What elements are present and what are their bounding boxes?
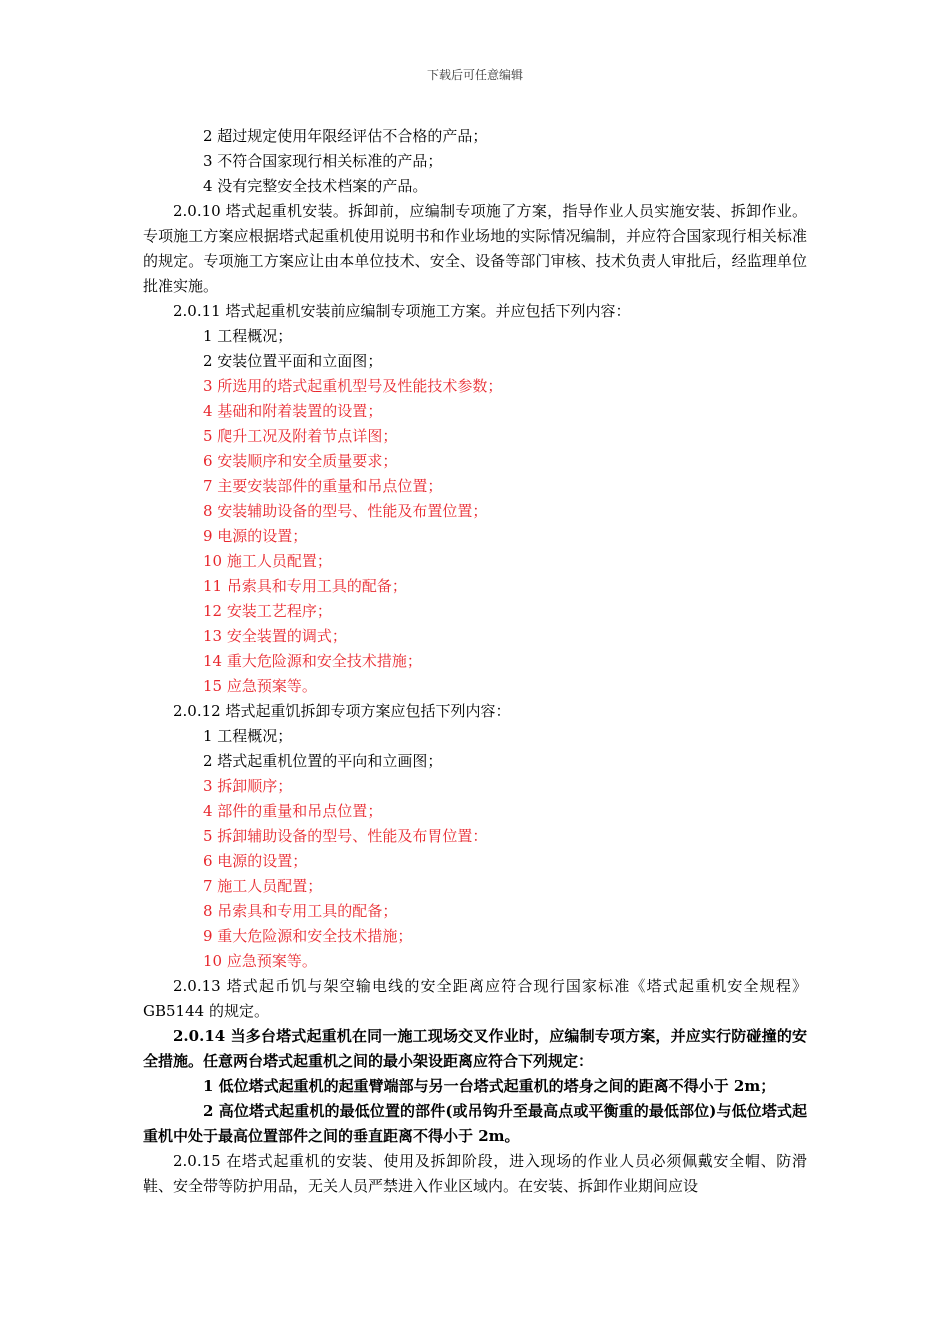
list-item: 2 塔式起重机位置的平向和立画图； — [203, 752, 443, 770]
list-item: 2 高位塔式起重机的最低位置的部件(或吊钩升至最高点或平衡重的最低部位)与低位塔式起重机中处于最高位置部件之间的垂直距离不得小于 2m。 — [143, 1102, 807, 1145]
list-item: 14 重大危险源和安全技术措施； — [203, 652, 422, 670]
document-body — [143, 124, 807, 1199]
list-item: 5 拆卸辅助设备的型号、性能及布胃位置： — [203, 827, 488, 845]
list-item: 6 电源的设置； — [203, 852, 308, 870]
list-item: 1 工程概况； — [203, 327, 293, 345]
clause-2-0-14: 2.0.14 当多台塔式起重机在同一施工现场交叉作业时，应编制专项方案，并应实行防碰撞的安全措施。任意两台塔式起重机之间的最小架设距离应符合下列规定： — [143, 1027, 807, 1070]
clause-2-0-11: 2.0.11 塔式起重机安装前应编制专项施工方案。并应包括下列内容： — [173, 302, 631, 320]
list-item: 13 安全装置的调式； — [203, 627, 347, 645]
list-item: 10 施工人员配置； — [203, 552, 332, 570]
list-item: 2 超过规定使用年限经评估不合格的产品； — [203, 127, 488, 145]
list-item: 11 吊索具和专用工具的配备； — [203, 577, 407, 595]
list-item: 8 安装辅助设备的型号、性能及布置位置； — [203, 502, 488, 520]
clause-2-0-10: 2.0.10 塔式起重机安装。拆卸前，应编制专项施了方案，指导作业人员实施安装、拆卸作业。专项施工方案应根据塔式起重机使用说明书和作业场地的实际情况编制，并应符合国家现行相关标准的规定。专项施工方案应让由本单位技术、安全、设备等部门审核、技术负责人审批后，经监理单位批准实施。 — [143, 202, 807, 295]
list-item: 8 吊索具和专用工具的配备； — [203, 902, 398, 920]
list-item: 3 不符合国家现行相关标准的产品； — [203, 152, 443, 170]
list-item: 4 基础和附着装置的设置； — [203, 402, 383, 420]
list-item: 10 应急预案等。 — [203, 952, 317, 970]
list-item: 1 低位塔式起重机的起重臂端部与另一台塔式起重机的塔身之间的距离不得小于 2m； — [203, 1077, 776, 1095]
list-item: 7 主要安装部件的重量和吊点位置； — [203, 477, 443, 495]
list-item: 9 电源的设置； — [203, 527, 308, 545]
list-item: 3 拆卸顺序； — [203, 777, 293, 795]
list-item: 5 爬升工况及附着节点详图； — [203, 427, 398, 445]
list-item: 1 工程概况； — [203, 727, 293, 745]
clause-2-0-12: 2.0.12 塔式起重饥拆卸专项方案应包括下列内容： — [173, 702, 511, 720]
list-item: 3 所选用的塔式起重机型号及性能技术参数； — [203, 377, 503, 395]
list-item: 9 重大危险源和安全技术措施； — [203, 927, 413, 945]
clause-2-0-13: 2.0.13 塔式起币饥与架空输电线的安全距离应符合现行国家标准《塔式起重机安全规程》GB5144 的规定。 — [143, 977, 807, 1020]
list-item: 12 安装工艺程序； — [203, 602, 332, 620]
clause-2-0-15: 2.0.15 在塔式起重机的安装、使用及拆卸阶段，进入现场的作业人员必须佩戴安全帽、防滑鞋、安全带等防护用品，无关人员严禁进入作业区域内。在安装、拆卸作业期间应设 — [143, 1152, 807, 1195]
list-item: 4 没有完整安全技术档案的产品。 — [203, 177, 428, 195]
list-item: 7 施工人员配置； — [203, 877, 323, 895]
list-item: 2 安装位置平面和立面图； — [203, 352, 383, 370]
list-item: 6 安装顺序和安全质量要求； — [203, 452, 398, 470]
list-item: 4 部件的重量和吊点位置； — [203, 802, 383, 820]
list-item: 15 应急预案等。 — [203, 677, 317, 695]
page-header: 下载后可任意编辑 — [426, 68, 523, 82]
